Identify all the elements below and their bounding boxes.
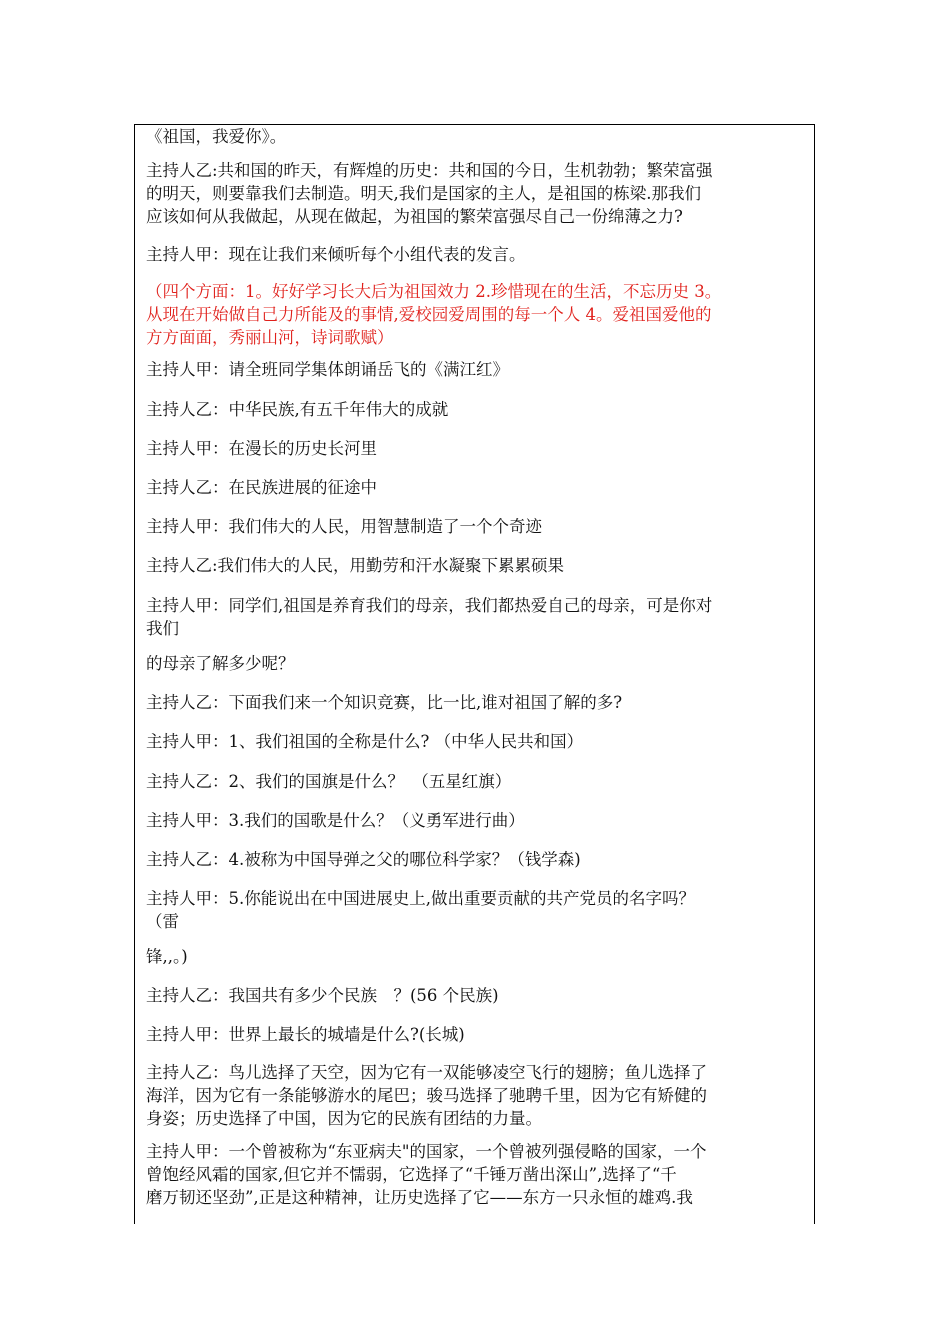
text-line: （雷	[146, 912, 179, 931]
text-line: 锋,,。)	[146, 947, 188, 966]
text-line: 主持人乙：中华民族,有五千年伟大的成就	[146, 400, 449, 419]
quiz-question-4	[146, 848, 810, 871]
quiz-question-2	[146, 770, 810, 793]
paragraph-7	[146, 437, 810, 460]
paragraph-2	[146, 159, 810, 228]
text-line: 的明天，则要靠我们去制造。明天,我们是国家的主人，是祖国的栋梁.那我们	[146, 184, 701, 203]
text-line: 主持人甲：请全班同学集体朗诵岳飞的《满江红》	[146, 360, 509, 379]
highlighted-paragraph	[146, 280, 810, 349]
text-line: 主持人乙：在民族进展的征途中	[146, 478, 377, 497]
text-line: 主持人乙：下面我们来一个知识竞赛，比一比,谁对祖国了解的多?	[146, 693, 623, 712]
text-line: 主持人乙：我国共有多少个民族 ？(56 个民族)	[146, 986, 499, 1005]
document-frame	[134, 124, 815, 1224]
text-line: 主持人乙：4.被称为中国导弹之父的哪位科学家？（钱学森)	[146, 850, 581, 869]
text-line: 主持人甲：现在让我们来倾听每个小组代表的发言。	[146, 245, 526, 264]
text-line: 主持人甲：在漫长的历史长河里	[146, 439, 377, 458]
paragraph-12	[146, 652, 810, 675]
text-line: 的母亲了解多少呢？	[146, 654, 295, 673]
text-line: （四个方面：1。好好学习长大后为祖国效力 2.珍惜现在的生活，不忘历史 3。	[146, 282, 722, 301]
text-line: 主持人乙：2、我们的国旗是什么？ （五星红旗）	[146, 772, 512, 791]
paragraph-3	[146, 243, 810, 266]
paragraph-continuation	[146, 945, 810, 968]
text-line: 主持人甲：1、我们祖国的全称是什么? （中华人民共和国）	[146, 732, 584, 751]
text-line: 磨万韧还坚劲”,正是这种精神，让历史选择了它——东方一只永恒的雄鸡.我	[146, 1188, 693, 1207]
text-line: 身姿；历史选择了中国，因为它的民族有团结的力量。	[146, 1109, 542, 1128]
text-line: 主持人乙:我们伟大的人民，用勤劳和汗水凝聚下累累硕果	[146, 556, 565, 575]
text-line: 方方面面，秀丽山河，诗词歌赋）	[146, 328, 394, 347]
text-line: 主持人甲：3.我们的国歌是什么？（义勇军进行曲）	[146, 811, 525, 830]
text-line: 《祖国，我爱你》。	[146, 127, 287, 146]
text-line: 应该如何从我做起，从现在做起，为祖国的繁荣富强尽自己一份绵薄之力?	[146, 207, 683, 226]
text-line: 主持人乙:共和国的昨天，有辉煌的历史：共和国的今日，生机勃勃；繁荣富强	[146, 161, 713, 180]
text-line: 主持人乙：鸟儿选择了天空，因为它有一双能够凌空飞行的翅膀；鱼儿选择了	[146, 1063, 707, 1082]
paragraph-22	[146, 1061, 810, 1130]
quiz-question-1	[146, 730, 810, 753]
text-line: 海洋，因为它有一条能够游水的尾巴；骏马选择了驰聘千里，因为它有矫健的	[146, 1086, 707, 1105]
paragraph-8	[146, 476, 810, 499]
text-line: 主持人甲：世界上最长的城墙是什么?(长城)	[146, 1025, 465, 1044]
paragraph-13	[146, 691, 810, 714]
paragraph-5	[146, 358, 810, 381]
text-line: 主持人甲：同学们,祖国是养育我们的母亲，我们都热爱自己的母亲，可是你对	[146, 596, 713, 615]
text-line: 主持人甲：我们伟大的人民，用智慧制造了一个个奇迹	[146, 517, 542, 536]
paragraph-1	[146, 125, 810, 148]
paragraph-9	[146, 515, 810, 538]
quiz-question-3	[146, 809, 810, 832]
quiz-question-6	[146, 984, 810, 1007]
paragraph-23	[146, 1140, 810, 1209]
paragraph-11	[146, 594, 810, 640]
quiz-question-5	[146, 887, 810, 933]
text-line: 主持人甲：一个曾被称为“东亚病夫"的国家，一个曾被列强侵略的国家，一个	[146, 1142, 707, 1161]
text-line: 我们	[146, 619, 179, 638]
text-line: 主持人甲：5.你能说出在中国进展史上,做出重要贡献的共产党员的名字吗？	[146, 889, 695, 908]
quiz-question-7	[146, 1023, 810, 1046]
paragraph-6	[146, 398, 810, 421]
text-line: 曾饱经风霜的国家,但它并不懦弱，它选择了“千锤万凿出深山”,选择了“千	[146, 1165, 677, 1184]
paragraph-10	[146, 554, 810, 577]
text-line: 从现在开始做自己力所能及的事情,爱校园爱周围的每一个人 4。爱祖国爱他的	[146, 305, 712, 324]
